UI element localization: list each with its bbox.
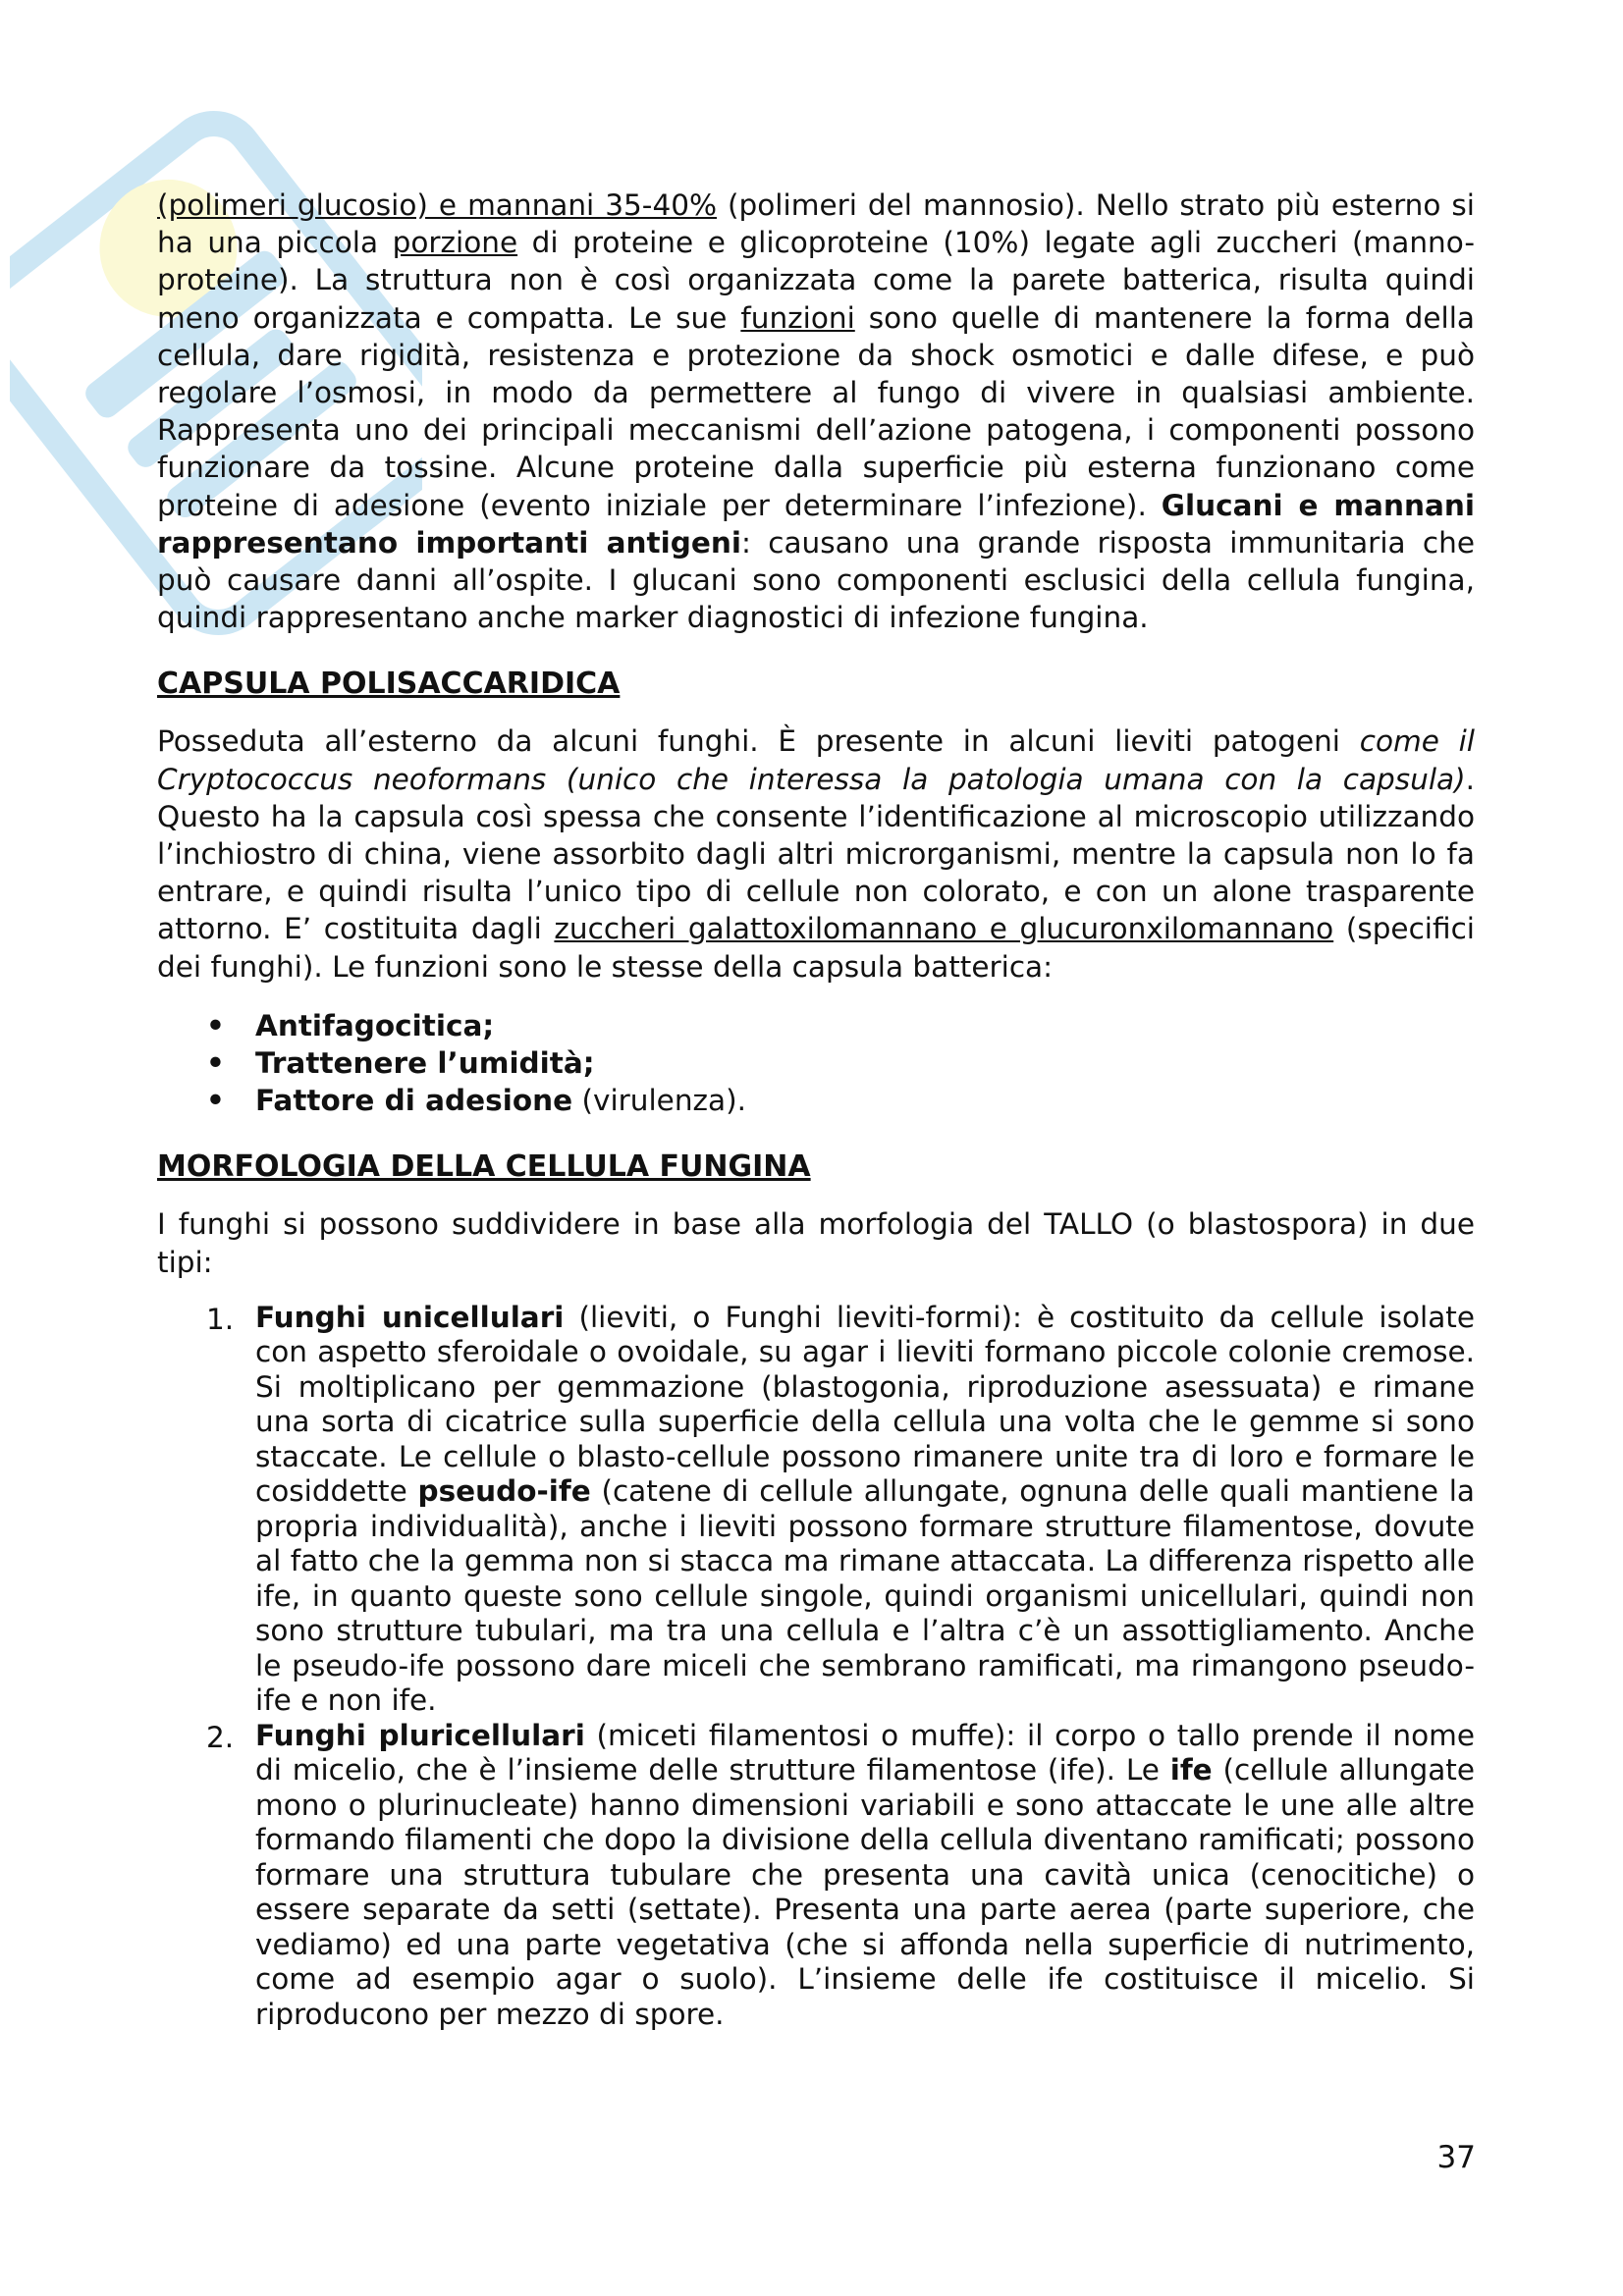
item-text-2: (catene di cellule allungate, ognuna delle quali mantiene la propria individualità), anche i lieviti possono formare strutture filamentose, dovute al fatto che la gemma non si stacca ma rimane attaccata. La differenza rispetto alle ife, in quanto queste sono cellule singole, quindi organismi unicellulari, quindi non sono strutture tubulari, ma tra una cellula e l’altra c’è un assottigliamento. Anche le pseudo-ife possono dare miceli che sembrano ramificati, ma rimangono pseudo-ife e non ife.: [255, 1474, 1475, 1718]
heading-morfologia: MORFOLOGIA DELLA CELLULA FUNGINA: [157, 1149, 811, 1185]
intro-underlined-glucosio: (polimeri glucosio) e mannani 35-40%: [157, 188, 718, 222]
intro-paragraph: [157, 187, 1475, 636]
page-number: 37: [1436, 2140, 1476, 2175]
bullet-icon: •: [206, 1008, 225, 1042]
morfologia-intro: I funghi si possono suddividere in base alla morfologia del TALLO (o blastospora) in due tipi:: [157, 1207, 1475, 1279]
capsula-text-2: . Questo ha la capsula così spessa che consente l’identificazione al microscopio utilizzando l’inchiostro di china, viene assorbito dagli altri microrganismi, mentre la capsula non lo fa entrare, e quindi risulta l’unico tipo di cellule non colorato, e con un alone trasparente attorno. E’ costituita dagli: [157, 762, 1475, 946]
capsula-functions-list: [157, 1007, 1475, 1120]
bullet-bold: Fattore di adesione: [255, 1084, 573, 1118]
intro-underlined-porzione: porzione: [392, 226, 518, 260]
intro-text-4: : causano una grande risposta immunitaria che può causare danni all’ospite. I glucani sono componenti esclusici della cellula fungina, quindi rappresentano anche marker diagnostici di infezione fungina.: [157, 525, 1476, 635]
intro-text-1: (polimeri del mannosio). Nello strato più esterno si ha una piccola: [157, 188, 1475, 260]
bullet-bold: Antifagocitica;: [255, 1008, 495, 1042]
list-item-pluricellulari: [157, 1719, 1475, 2033]
capsula-paragraph: [157, 722, 1475, 985]
list-number: 2.: [206, 1720, 235, 1754]
bullet-icon: •: [206, 1046, 225, 1081]
capsula-text-3: (specifici dei funghi). Le funzioni sono le stesse della capsula batterica:: [157, 912, 1475, 984]
bullet-text: (virulenza).: [572, 1084, 746, 1118]
item-text-1: (miceti filamentosi o muffe): il corpo o tallo prende il nome di micelio, che è l’insieme delle strutture filamentose (ife). Le: [255, 1718, 1475, 1788]
item-bold-title: Funghi unicellulari: [255, 1300, 565, 1334]
list-number: 1.: [206, 1302, 235, 1336]
item-bold-term: ife: [1169, 1753, 1213, 1788]
item-text-1: (lieviti, o Funghi lieviti-formi): è costituito da cellule isolate con aspetto sferoidale o ovoidale, su agar i lieviti formano piccole colonie cremose. Si moltiplicano per gemmazione (blastogonia, riproduzione asessuata) e rimane una sorta di cicatrice sulla superficie della cellula una volta che le gemme si sono staccate. Le cellule o blasto-cellule possono rimanere unite tra di loro e formare le cosiddette: [255, 1300, 1475, 1509]
bullet-icon: •: [206, 1084, 225, 1118]
list-item: [157, 1007, 1475, 1044]
list-item-unicellulari: [157, 1301, 1475, 1719]
item-bold-title: Funghi pluricellulari: [255, 1718, 585, 1752]
intro-text-2: di proteine e glicoproteine (10%) legate agli zuccheri (manno-proteine). La struttura non è così organizzata come la parete batterica, risulta quindi meno organizzata e compatta. Le sue: [157, 226, 1475, 335]
capsula-text-1: Posseduta all’esterno da alcuni funghi. È presente in alcuni lieviti patogeni: [157, 724, 1360, 759]
intro-underlined-funzioni: funzioni: [740, 300, 855, 335]
intro-bold-antigeni: Glucani e mannani rappresentano importanti antigeni: [157, 488, 1475, 560]
list-item: [157, 1044, 1475, 1082]
morfologia-list: [157, 1301, 1475, 2033]
capsula-underlined-zuccheri: zuccheri galattoxilomannano e glucuronxilomannano: [554, 912, 1334, 946]
capsula-italic-cryptococcus: come il Cryptococcus neoformans (unico che interessa la patologia umana con la capsula): [157, 724, 1475, 796]
bullet-bold: Trattenere l’umidità;: [255, 1046, 595, 1081]
item-text: [255, 1719, 1475, 2033]
intro-text-3: sono quelle di mantenere la forma della cellula, dare rigidità, resistenza e protezione da shock osmotici e dalle difese, e può regolare l’osmosi, in modo da permettere al fungo di vivere in qualsiasi ambiente. Rappresenta uno dei principali meccanismi dell’azione patogena, i componenti possono funzionare da tossine. Alcune proteine dalla superficie più esterna funzionano come proteine di adesione (evento iniziale per determinare l’infezione).: [157, 300, 1475, 522]
page-body: [157, 187, 1475, 2032]
item-text: [255, 1301, 1475, 1719]
item-bold-term: pseudo-ife: [417, 1474, 591, 1509]
item-text-2: (cellule allungate mono o plurinucleate) hanno dimensioni variabili e sono attaccate le une alle altre formando filamenti che dopo la divisione della cellula diventano ramificati; possono formare una struttura tubulare che presenta una cavità unica (cenocitiche) o essere separate da setti (settate). Presenta una parte aerea (parte superiore, che vediamo) ed una parte vegetativa (che si affonda nella superficie di nutrimento, come ad esempio agar o suolo). L’insieme delle ife costituisce il micelio. Si riproducono per mezzo di spore.: [255, 1753, 1475, 2031]
list-item: [157, 1082, 1475, 1119]
heading-capsula: CAPSULA POLISACCARIDICA: [157, 667, 621, 702]
